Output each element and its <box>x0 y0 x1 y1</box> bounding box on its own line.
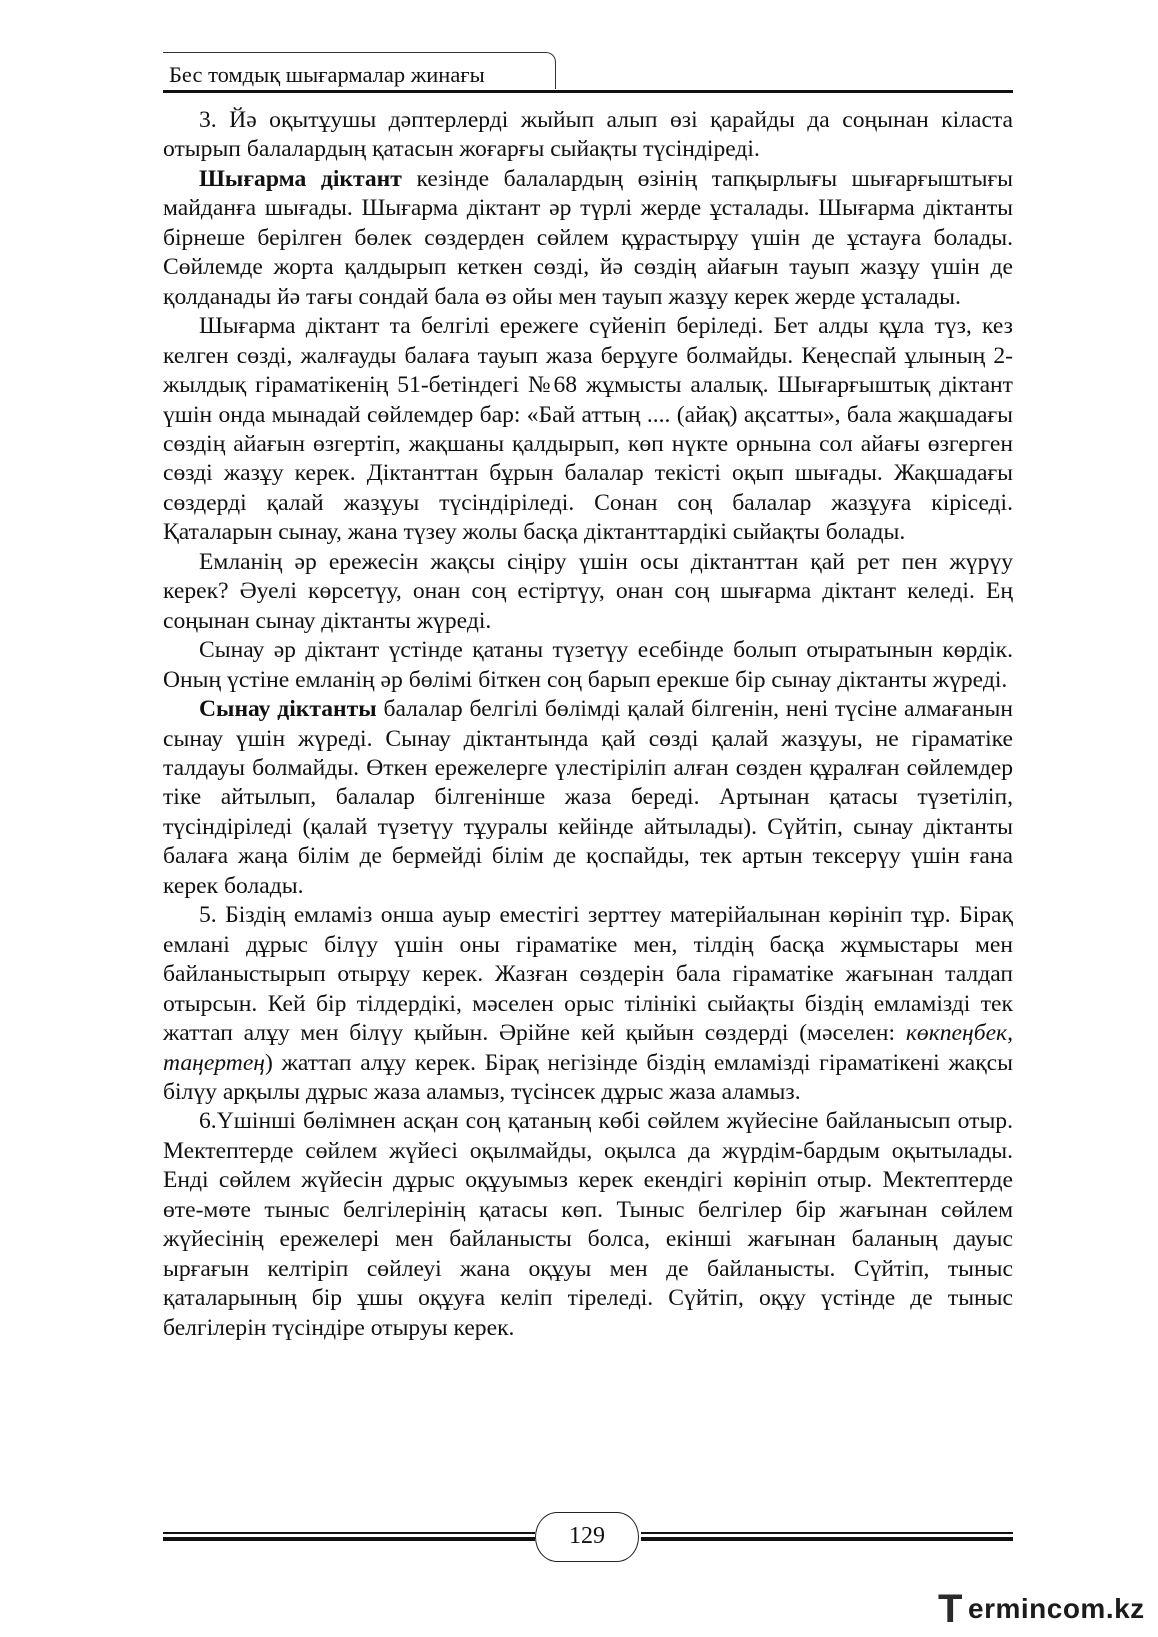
bold-term: Шығарма діктант <box>199 165 402 192</box>
text-run: Сынау әр діктант үстінде қатаны түзетүу есебінде болып отыратынын көрдік. Оның үстіне емланің әр бөлімі біткен соң барып ерекше бір сынау діктанты жүреді. <box>163 637 1013 693</box>
paragraph <box>163 106 1013 165</box>
footer-rule-right <box>641 1532 1013 1542</box>
text-run: Емланің әр ережесін жақсы сіңіру үшін осы діктанттан қай рет пен жүрүу керек? Әуелі көрсетүу, онан соң естіртүу, онан соң шығарма діктант келеді. Ең соңынан сынау діктанты жүреді. <box>163 548 1013 634</box>
paragraph <box>163 695 1013 901</box>
text-run: ) жаттап алұу керек. Бірақ негізінде біздің емламізді гіраматікені жақсы білүу арқылы дұрыс жаза аламыз, түсінсек дұрыс жаза аламыз. <box>163 1049 1013 1105</box>
watermark-t-glyph: T <box>938 1587 963 1631</box>
paragraph <box>163 548 1013 636</box>
paragraph <box>163 312 1013 548</box>
paragraph <box>163 901 1013 1107</box>
paragraph <box>163 636 1013 695</box>
text-run: балалар белгілі бөлімді қалай білгенін, нені түсіне алмағанын сынау үшін жүреді. Сынау діктантында қай сөзді қалай жазұуы, не гіраматіке талдауы болмайды. Өткен ережелерге үлестіріліп алған сөзден құралған сөйлемдер тіке айтылып, балалар білгенінше жаза береді. Артынан қатасы түзетіліп, түсіндіріледі (қалай түзетүу тұуралы кейінде айтылады). Сүйтіп, сынау діктанты балаға жаңа білім де бермейді білім де қоспайды, тек артын тексерүу үшін ғана керек болады. <box>163 696 1013 899</box>
italic-example: көкпеңбек, таңертең <box>163 1020 1013 1076</box>
header-rule <box>163 90 1013 93</box>
bold-term: Сынау діктанты <box>199 696 377 723</box>
text-run: Шығарма діктант та белгілі ережеге сүйеніп беріледі. Бет алды құла түз, кез келген сөзді, жалғауды балаға тауып жаза берұуге болмайды. Кеңеспай ұлының 2-жылдық гіраматікенің 51-бетіндегі №68 жұмысты алалық. Шығарғыштық діктант үшін онда мынадай сөйлемдер бар: «Бай аттың .... (айақ) ақсатты», бала жақшадағы сөздің айағын өзгертіп, жақшаны қалдырып, көп нүкте орнына сол айағы өзгерген сөзді жазұу керек. Діктанттан бұрын балалар текісті оқып шығады. Жақшадағы сөздерді қалай жазұуы түсіндіріледі. Сонан соң балалар жазұуға кіріседі. Қаталарын сынау, жана түзеу жолы басқа діктанттардікі сыйақты болады. <box>163 313 1013 546</box>
page-number-box <box>535 1512 639 1562</box>
running-header <box>163 52 1013 94</box>
page-footer <box>163 1508 1013 1568</box>
text-run: 3. Йә оқытұушы дәптерлерді жыйып алып өзі қарайды да соңынан кіласта отырып балалардың қатасын жоғарғы сыйақты түсіндіреді. <box>163 107 1013 163</box>
text-run: 6.Үшінші бөлімнен асқан соң қатаның көбі сөйлем жүйесіне байланысып отыр. Мектептерде сөйлем жүйесі оқылмайды, оқылса да жүрдім-бардым оқытылады. Енді сөйлем жүйесін дұрыс оқұуымыз керек екендігі көрініп отыр. Мектептерде өте-мөте тыныс белгілерінің қатасы көп. Тыныс белгілер бір жағынан сөйлем жүйесінің ережелері мен байланысты болса, екінші жағынан баланың дауыс ырғағын келтіріп сөйлеуі жана оқұуы мен де байланысты. Сүйтіп, тыныс қаталарының бір ұшы оқұуға келіп тіреледі. Сүйтіп, оқұу үстінде де тыныс белгілерін түсіндіре отыруы керек. <box>163 1108 1013 1341</box>
book-title: Бес томдық шығармалар жинағы <box>169 62 485 87</box>
page-number: 129 <box>569 1523 605 1549</box>
watermark-text: ermincom.kz <box>968 1593 1145 1624</box>
body-text <box>163 106 1013 1343</box>
watermark-logo <box>938 1586 1150 1630</box>
paragraph <box>163 1107 1013 1343</box>
paragraph <box>163 165 1013 312</box>
text-run: 5. Біздің емламіз онша ауыр еместігі зерттеу матерійалынан көрініп тұр. Бірақ емлані дұрыс білүу үшін оны гіраматіке мен, тілдің басқа жұмыстары мен байланыстырып отырұу керек. Жазған сөздерін бала гіраматіке жағынан талдап отырсын. Кей бір тілдердікі, мәселен орыс тілінікі сыйақты біздің емламізді тек жаттап алұу мен білүу қыйын. Әрійне кей қыйын сөздерді (мәселен: <box>163 902 1013 1047</box>
footer-rule-left <box>163 1532 535 1542</box>
text-run: кезінде балалардың өзінің тапқырлығы шығарғыштығы майданға шығады. Шығарма діктант әр түрлі жерде ұсталады. Шығарма діктанты бірнеше берілген бөлек сөздерден сөйлем құрастырұу үшін де ұстауға болады. Сөйлемде жорта қалдырып кеткен сөзді, йә сөздің айағын тауып жазұу үшін де қолданады йә тағы сондай бала өз ойы мен тауып жазұу керек жерде ұсталады. <box>163 165 1013 310</box>
